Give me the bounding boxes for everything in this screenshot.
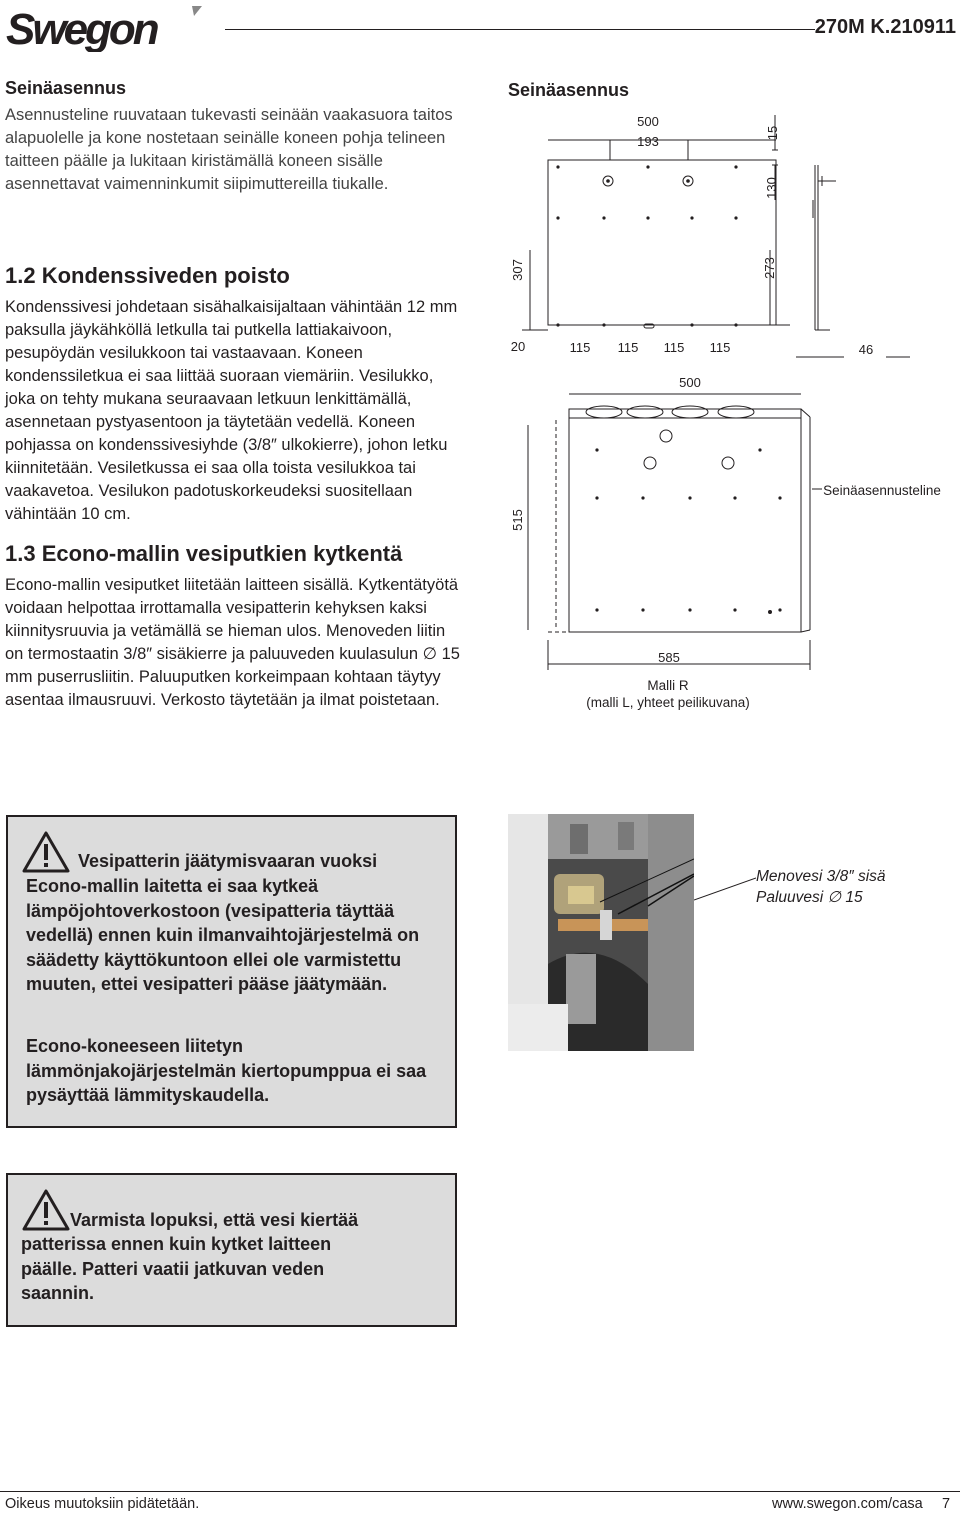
circulation-warning-box xyxy=(6,1173,457,1327)
warning-triangle-icon xyxy=(22,1189,70,1231)
photo-callout xyxy=(756,866,886,908)
document-reference: 270M K.210911 xyxy=(814,16,956,38)
warning-triangle-icon xyxy=(22,831,70,873)
dim-307: 307 xyxy=(510,259,525,281)
econo-connection-photo xyxy=(508,814,694,1051)
unit-holes xyxy=(595,448,781,614)
econo-section xyxy=(5,540,460,712)
footer-website-link[interactable]: www.swegon.com/casa xyxy=(772,1496,923,1512)
freeze-warning-box xyxy=(6,815,457,1128)
dim-115-a: 115 xyxy=(569,340,591,355)
plate-holes xyxy=(556,165,737,326)
pump-warning-text: Econo-koneeseen liitetyn lämmönjakojärjestelmän kiertopumppua ei saa pysäyttää lämmityskaudella. xyxy=(26,1036,427,1105)
freeze-warning-title: Vesipatterin jäätymisvaaran vuoksi xyxy=(78,851,378,871)
wall-mount-section xyxy=(5,76,455,196)
circulation-warning-title: Varmista lopuksi, että vesi kiertää xyxy=(70,1210,359,1230)
dim-115-d: 115 xyxy=(709,340,731,355)
freeze-warning-text: Econo-mallin laitetta ei saa kytkeä lämpöjohtoverkostoon (vesipatteria täyttää vedellä) ennen kuin ilmanvaihtojärjestelmä on säädetty käyttökuntoon ellei ole varmistettu muuten, ettei vesipatteri pääse jäätymään. xyxy=(26,876,420,994)
footer-rule xyxy=(0,1491,960,1492)
dim-515: 515 xyxy=(510,509,525,531)
econo-text: Econo-mallin vesiputket liitetään laitteen sisällä. Kytkentätyötä voidaan helpottaa irrottamalla vesipatterin kehyksen kaksi kiinnitysruuvia ja vetämällä se hieman ulos. Menoveden liitin on termostaatin 3/8″ sisäkierre ja paluuveden kuulasulun ∅ 15 mm puserrusliitin. Paluuputken korkeimpaan kohtaan täytyy asentaa ilmausruuvi. Verkosto täytetään ja ilmat poistetaan. xyxy=(5,576,460,709)
dim-500-top: 500 xyxy=(637,114,659,129)
drawing-title: Seinäasennus xyxy=(508,80,630,100)
logo-wordmark: Swegon xyxy=(6,5,157,52)
logo-leaf-icon xyxy=(192,6,202,16)
condensate-section xyxy=(5,262,460,526)
circulation-warning-text: patterissa ennen kuin kytket laitteen päälle. Patteri vaatii jatkuvan veden saannin. xyxy=(21,1234,332,1303)
mounting-drawing xyxy=(490,70,960,730)
condensate-text: Kondenssivesi johdetaan sisähalkaisijaltaan vähintään 12 mm paksulla jäykähköllä letkulla tai putkella lattiakaivoon, pesupöydän vesilukkoon tai vastaavaan. Koneen kondenssiletkua ei saa liittää suoraan viemäriin. Vesilukko, joka on tehty mukana seuraavaan letkuun lenkittämällä, asennetaan pystyasentoon ja täytetään vedellä. Koneen pohjassa on kondenssivesiyhde (3/8″ ulkokierre), johon letku kiinnitetään. Vesiletkussa ei saa olla toista vesilukkoa tai vaakavetoa. Vesilukon padotuskorkeudeksi suositellaan vähintään 10 cm. xyxy=(5,298,458,523)
unit-body xyxy=(548,406,810,632)
dim-15: 15 xyxy=(765,125,780,141)
dim-115-b: 115 xyxy=(617,340,639,355)
dim-585: 585 xyxy=(658,650,680,665)
dim-115-c: 115 xyxy=(663,340,685,355)
model-note: (malli L, yhteet peilikuvana) xyxy=(586,695,750,710)
econo-heading: 1.3 Econo-mallin vesiputkien kytkentä xyxy=(5,541,403,566)
dim-46: 46 xyxy=(858,342,874,357)
model-label: Malli R xyxy=(647,678,689,693)
dim-130: 130 xyxy=(764,177,779,199)
side-bracket xyxy=(813,165,836,330)
wall-mount-text: Asennusteline ruuvataan tukevasti seinään vaakasuora taitos alapuolelle ja kone nostetaan seinälle koneen pohja telineen taitteen päälle ja lukitaan kiristämällä koneen sisälle asennettavat vaimenninkumit siipimuttereilla tiukalle. xyxy=(5,106,453,193)
return-water-label: Paluuvesi ∅ 15 xyxy=(756,889,863,906)
dim-193: 193 xyxy=(637,134,659,149)
dim-500-mid: 500 xyxy=(679,375,701,390)
bracket-label: Seinäasennusteline xyxy=(823,483,941,498)
condensate-heading: 1.2 Kondenssiveden poisto xyxy=(5,263,290,288)
callout-leader xyxy=(694,872,756,912)
supply-water-label: Menovesi 3/8″ sisä xyxy=(756,868,886,885)
footer-disclaimer: Oikeus muutoksiin pidätetään. xyxy=(5,1496,200,1512)
page-number: 7 xyxy=(942,1496,951,1512)
header-rule xyxy=(225,29,815,30)
dim-20: 20 xyxy=(510,339,526,354)
wall-mount-heading: Seinäasennus xyxy=(5,78,127,98)
dim-273: 273 xyxy=(762,257,777,279)
swegon-logo xyxy=(4,2,204,52)
